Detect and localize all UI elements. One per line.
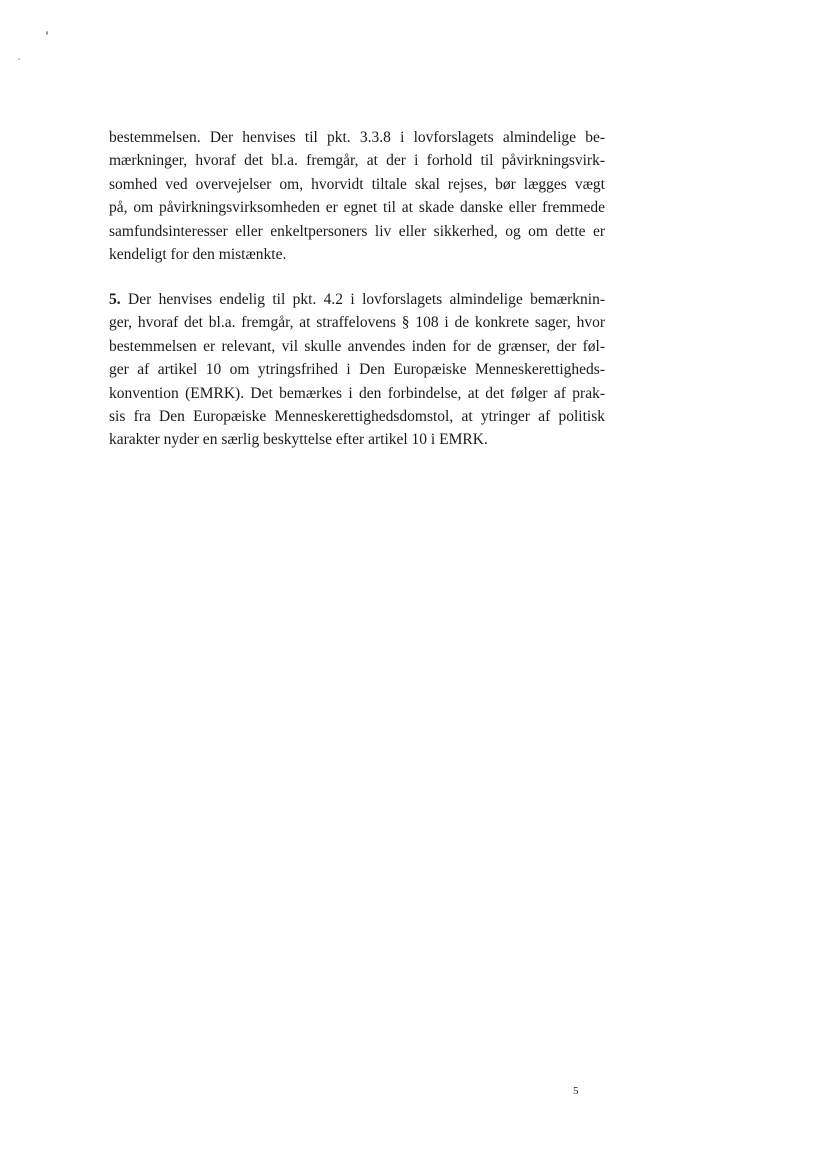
paragraph-2-text [109,288,605,452]
paragraph-line: samfundsinteresser eller enkeltpersoners liv eller sikkerhed, og om dette er [109,222,605,240]
paragraph-line: bestemmelsen. Der henvises til pkt. 3.3.8 i lovforslagets almindelige be- [109,129,605,146]
paragraph-line: mærkninger, hvoraf det bl.a. fremgår, at der i forhold til påvirkningsvirk- [109,152,605,170]
page-number: 5 [573,1085,579,1097]
paragraph-2 [109,288,605,452]
paragraph-line: ger, hvoraf det bl.a. fremgår, at straffelovens § 108 i de konkrete sager, hvor [109,314,605,332]
paragraph-1-text [109,126,605,266]
paragraph-line: ger af artikel 10 om ytringsfrihed i Den Europæiske Menneskerettigheds- [109,361,605,379]
paragraph-line: konvention (EMRK). Det bemærkes i den forbindelse, at det følger af prak- [109,384,605,402]
paragraph-line: sis fra Den Europæiske Menneskerettighedsdomstol, at ytringer af politisk [109,408,605,426]
paragraph-line: på, om påvirkningsvirksomheden er egnet til at skade danske eller fremmede [109,199,605,217]
scan-speck [46,31,48,35]
paragraph-line-rest: Der henvises endelig til pkt. 4.2 i lovforslagets almindelige bemærknin- [120,291,605,308]
paragraph-number: 5. [109,291,121,308]
paragraph-1 [109,126,605,266]
scan-speck [18,58,20,60]
paragraph-first-line [109,288,605,311]
paragraph-line: bestemmelsen er relevant, vil skulle anvendes inden for de grænser, der føl- [109,337,605,355]
paragraph-line: karakter nyder en særlig beskyttelse efter artikel 10 i EMRK. [109,431,488,449]
paragraph-line: kendeligt for den mistænkte. [109,246,287,264]
paragraph-line: somhed ved overvejelser om, hvorvidt tiltale skal rejses, bør lægges vægt [109,175,605,193]
